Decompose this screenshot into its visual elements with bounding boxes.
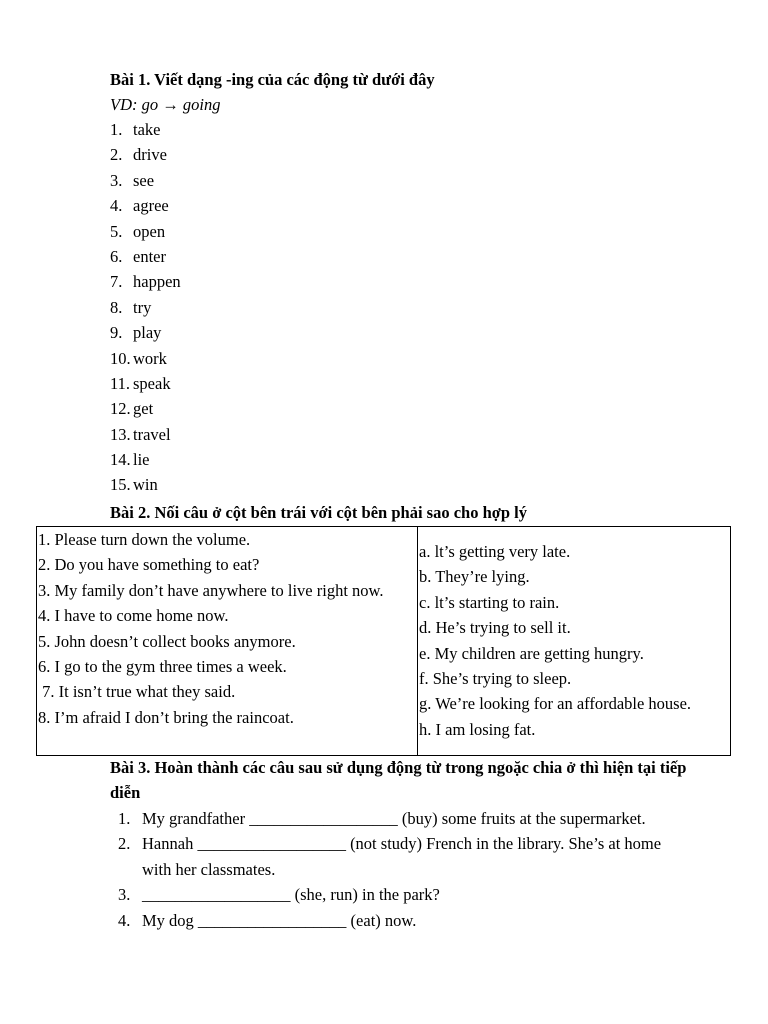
fill-sentence: Hannah __________________ (not study) French in the library. She’s at home with her classmates.: [142, 834, 662, 879]
matching-table: [36, 526, 731, 756]
item-number: 4.: [110, 196, 123, 216]
item-number: 7.: [110, 272, 123, 292]
right-sentence: a. lt’s getting very late.: [419, 542, 571, 561]
verb: open: [133, 221, 166, 241]
left-sentence: 7. It isn’t true what they said.: [38, 682, 236, 702]
item-number: 14.: [110, 450, 131, 470]
item-number: 15.: [110, 475, 131, 495]
list-item: [118, 831, 708, 882]
item-number: 9.: [110, 323, 123, 343]
verb: win: [133, 475, 158, 495]
right-sentence: h. I am losing fat.: [419, 719, 536, 739]
list-item: [110, 346, 181, 371]
item-number: 5.: [110, 221, 123, 241]
verb: play: [133, 323, 162, 343]
item-number: 11.: [110, 373, 131, 393]
left-sentence: 4. I have to come home now.: [38, 606, 229, 626]
item-number: 6.: [110, 246, 123, 266]
item-number: 2.: [110, 145, 123, 165]
list-item: [110, 422, 181, 447]
item-number: 1.: [118, 809, 131, 828]
left-sentence: 1. Please turn down the volume.: [38, 530, 251, 549]
list-item: [118, 806, 708, 831]
verb: travel: [133, 424, 171, 444]
verb: see: [133, 170, 155, 190]
item-number: 2.: [118, 834, 131, 854]
list-item: [110, 472, 181, 497]
fill-in-list: [118, 806, 708, 933]
list-item: [110, 320, 181, 345]
item-number: 3.: [110, 170, 123, 190]
right-column: [418, 527, 731, 756]
left-sentence: 6. I go to the gym three times a week.: [38, 657, 287, 677]
left-sentence: 5. John doesn’t collect books anymore.: [38, 631, 296, 651]
verb: lie: [133, 450, 150, 470]
fill-sentence: My grandfather __________________ (buy) some fruits at the supermarket.: [142, 809, 646, 828]
list-item: [110, 117, 181, 142]
list-item: [110, 193, 181, 218]
list-item: [118, 908, 708, 933]
left-sentence: 2. Do you have something to eat?: [38, 555, 260, 575]
verb: try: [133, 297, 152, 317]
item-number: 1.: [110, 120, 123, 139]
verb: drive: [133, 145, 167, 165]
item-number: 3.: [118, 885, 131, 905]
left-sentence: 8. I’m afraid I don’t bring the raincoat.: [38, 707, 294, 727]
list-item: [110, 447, 181, 472]
verb-list: [110, 117, 181, 498]
verb: enter: [133, 246, 166, 266]
item-number: 4.: [118, 910, 131, 930]
list-item: [110, 142, 181, 167]
verb: happen: [133, 272, 181, 292]
list-item: [110, 244, 181, 269]
verb: get: [133, 399, 154, 419]
verb: work: [133, 348, 167, 368]
list-item: [110, 219, 181, 244]
item-number: 10.: [110, 348, 131, 368]
item-number: 12.: [110, 399, 131, 419]
exercise-3-title: Bài 3. Hoàn thành các câu sau sử dụng động từ trong ngoặc chia ở thì hiện tại tiếp diễn: [110, 758, 687, 803]
left-sentence: 3. My family don’t have anywhere to live right now.: [38, 580, 384, 600]
right-sentence: e. My children are getting hungry.: [419, 643, 644, 663]
fill-sentence: __________________ (she, run) in the park?: [142, 885, 440, 905]
right-sentence: d. He’s trying to sell it.: [419, 618, 571, 638]
list-item: [110, 168, 181, 193]
list-item: [110, 396, 181, 421]
left-column: [37, 527, 418, 756]
right-sentence: c. lt’s starting to rain.: [419, 592, 560, 612]
list-item: [110, 295, 181, 320]
right-sentence: b. They’re lying.: [419, 567, 530, 587]
verb: take: [133, 120, 161, 139]
list-item: [110, 371, 181, 396]
item-number: 8.: [110, 297, 123, 317]
list-item: [118, 882, 708, 907]
exercise-1-title: Bài 1. Viết dạng -ing của các động từ dưới đây: [110, 70, 435, 89]
list-item: [110, 269, 181, 294]
verb: agree: [133, 196, 169, 216]
right-sentence: g. We’re looking for an affordable house.: [419, 694, 692, 714]
fill-sentence: My dog __________________ (eat) now.: [142, 910, 417, 930]
exercise-2-title: Bài 2. Nối câu ở cột bên trái với cột bên phải sao cho hợp lý: [110, 503, 528, 522]
exercise-1-example: VD: go → going: [110, 95, 221, 114]
item-number: 13.: [110, 424, 131, 444]
right-sentence: f. She’s trying to sleep.: [419, 669, 572, 689]
verb: speak: [133, 373, 171, 393]
